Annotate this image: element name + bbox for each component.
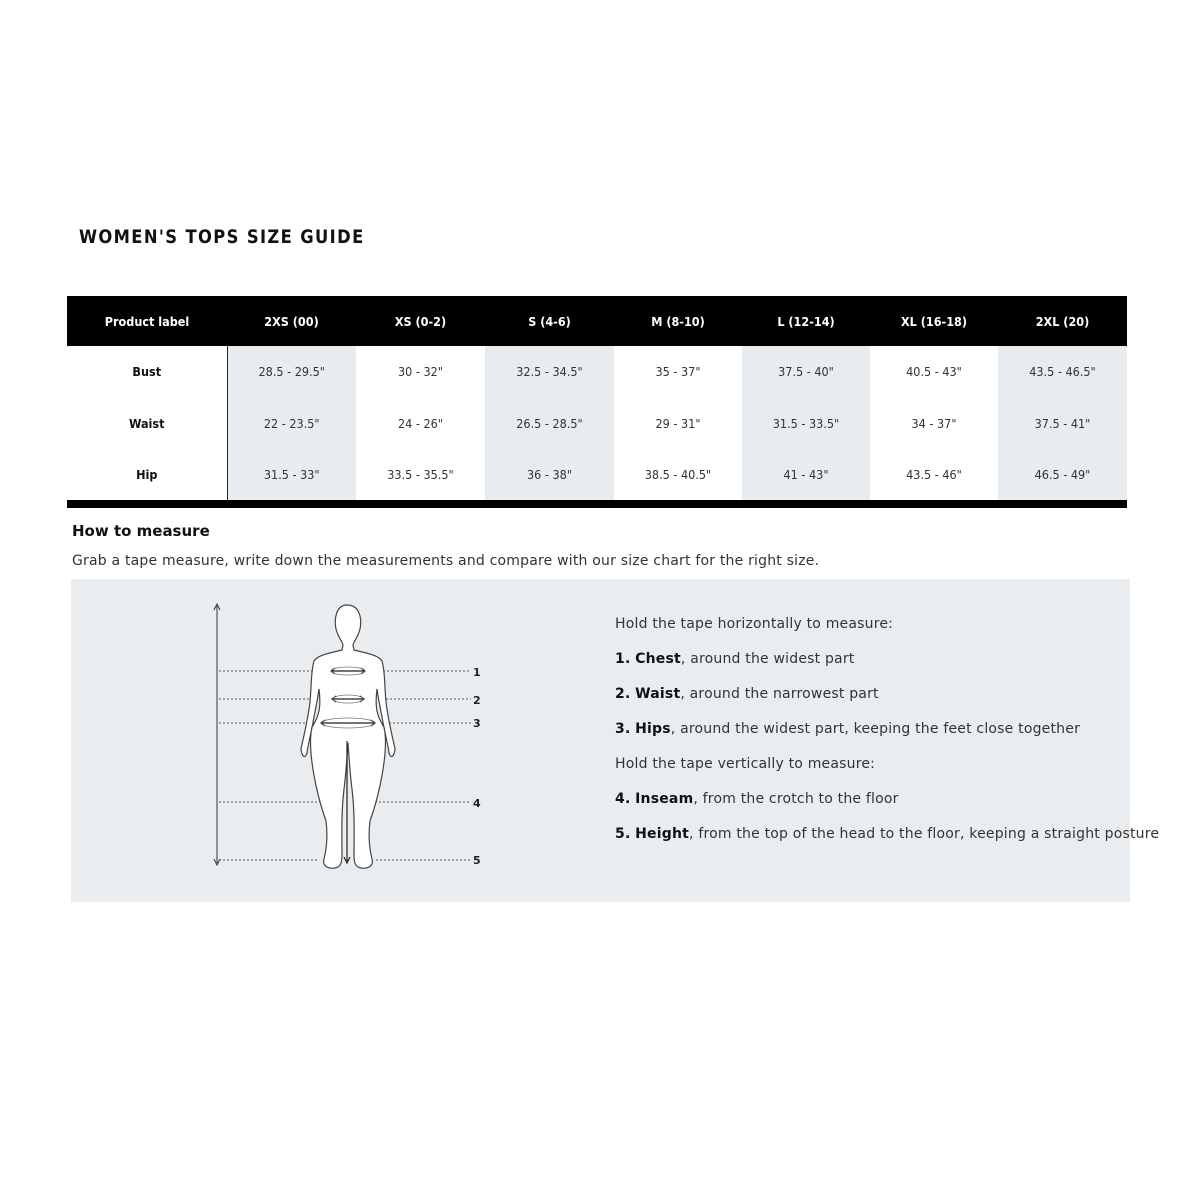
header-size: 2XS (00)	[227, 296, 356, 346]
measure-instructions	[615, 611, 1160, 856]
figure-label-5: 5	[473, 854, 481, 867]
row-label-waist: Waist	[67, 398, 227, 450]
table-cell: 30 - 32"	[398, 364, 443, 380]
table-cell: 46.5 - 49"	[998, 449, 1127, 501]
row-label-hip: Hip	[67, 449, 227, 501]
header-size: M (8-10)	[614, 296, 742, 346]
page-title: WOMEN'S TOPS SIZE GUIDE	[79, 226, 365, 248]
body-measurement-figure	[71, 579, 611, 902]
table-cell: 36 - 38"	[485, 449, 614, 501]
table-cell: 40.5 - 43"	[906, 364, 962, 380]
height-arrow-icon	[214, 604, 220, 865]
table-cell: 31.5 - 33.5"	[742, 398, 870, 450]
table-cell: 22 - 23.5"	[227, 398, 356, 450]
table-cell: 24 - 26"	[398, 415, 443, 431]
table-cell: 38.5 - 40.5"	[644, 467, 712, 483]
header-size: L (12-14)	[742, 296, 870, 346]
figure-label-2: 2	[473, 694, 481, 707]
body-silhouette	[301, 605, 395, 868]
table-cell: 26.5 - 28.5"	[485, 398, 614, 450]
table-cell: 37.5 - 40"	[742, 346, 870, 398]
table-cell: 35 - 37"	[655, 364, 701, 380]
instruction-chest: 1. Chest, around the widest part	[615, 651, 855, 667]
table-cell: 43.5 - 46"	[906, 467, 962, 483]
table-row	[67, 346, 1127, 398]
table-cell: 41 - 43"	[742, 449, 870, 501]
table-cell: 28.5 - 29.5"	[227, 346, 356, 398]
figure-label-1: 1	[473, 666, 481, 679]
header-size: XS (0-2)	[356, 296, 485, 346]
how-to-measure-heading: How to measure	[72, 522, 210, 540]
size-table-header	[67, 296, 1127, 346]
figure-label-3: 3	[473, 717, 481, 730]
vertical-intro: Hold the tape vertically to measure:	[615, 756, 876, 772]
table-cell: 31.5 - 33"	[227, 449, 356, 501]
table-cell: 32.5 - 34.5"	[485, 346, 614, 398]
header-size: S (4-6)	[485, 296, 614, 346]
size-table	[67, 296, 1127, 501]
table-cell: 43.5 - 46.5"	[998, 346, 1127, 398]
table-cell: 34 - 37"	[911, 415, 957, 431]
header-size: XL (16-18)	[870, 296, 998, 346]
table-cell: 29 - 31"	[655, 415, 701, 431]
header-product-label: Product label	[67, 296, 227, 346]
table-cell: 33.5 - 35.5"	[387, 467, 454, 483]
instruction-hips: 3. Hips, around the widest part, keeping the feet close together	[615, 721, 1081, 737]
header-size: 2XL (20)	[998, 296, 1127, 346]
row-label-bust: Bust	[67, 346, 227, 398]
figure-label-4: 4	[473, 797, 481, 810]
horizontal-intro: Hold the tape horizontally to measure:	[615, 616, 894, 632]
instruction-height: 5. Height, from the top of the head to the floor, keeping a straight posture	[615, 826, 1160, 842]
table-cell: 37.5 - 41"	[998, 398, 1127, 450]
table-bottom-rule	[67, 500, 1127, 508]
how-to-measure-description: Grab a tape measure, write down the measurements and compare with our size chart for the right size.	[72, 553, 820, 569]
instruction-inseam: 4. Inseam, from the crotch to the floor	[615, 791, 899, 807]
table-row	[67, 398, 1127, 450]
measure-panel	[71, 579, 1160, 902]
instruction-waist: 2. Waist, around the narrowest part	[615, 686, 879, 702]
table-row	[67, 449, 1127, 501]
